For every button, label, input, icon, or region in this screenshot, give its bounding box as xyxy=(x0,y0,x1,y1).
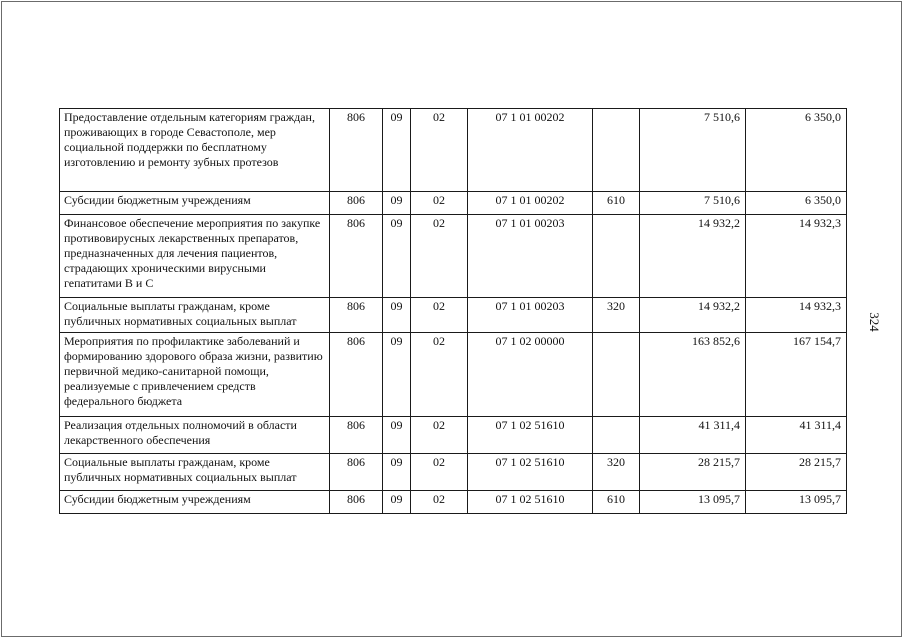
table-row xyxy=(60,109,847,192)
page-number: 324 xyxy=(867,312,882,332)
section-code: 09 xyxy=(383,109,411,192)
amount-year-2: 6 350,0 xyxy=(746,109,847,192)
section-code: 09 xyxy=(383,333,411,417)
expense-type-code: 320 xyxy=(593,454,640,491)
amount-year-2: 6 350,0 xyxy=(746,192,847,215)
expense-type-code: 320 xyxy=(593,298,640,333)
subsection-code: 02 xyxy=(411,215,468,298)
amount-year-1: 28 215,7 xyxy=(640,454,746,491)
ministry-code: 806 xyxy=(330,417,383,454)
target-article-code: 07 1 02 00000 xyxy=(468,333,593,417)
table-row xyxy=(60,454,847,491)
section-code: 09 xyxy=(383,192,411,215)
budget-table xyxy=(59,108,847,514)
table-row xyxy=(60,491,847,514)
amount-year-2: 41 311,4 xyxy=(746,417,847,454)
target-article-code: 07 1 01 00202 xyxy=(468,109,593,192)
expense-type-code: 610 xyxy=(593,491,640,514)
row-name: Финансовое обеспечение мероприятия по закупке противовирусных лекарственных препаратов, предназначенных для лечения пациентов, страдающих хроническими вирусными гепатитами В и С xyxy=(60,215,330,298)
row-name: Реализация отдельных полномочий в области лекарственного обеспечения xyxy=(60,417,330,454)
subsection-code: 02 xyxy=(411,298,468,333)
section-code: 09 xyxy=(383,491,411,514)
subsection-code: 02 xyxy=(411,417,468,454)
target-article-code: 07 1 02 51610 xyxy=(468,454,593,491)
amount-year-1: 163 852,6 xyxy=(640,333,746,417)
amount-year-2: 167 154,7 xyxy=(746,333,847,417)
table-row xyxy=(60,417,847,454)
section-code: 09 xyxy=(383,298,411,333)
row-name: Субсидии бюджетным учреждениям xyxy=(60,192,330,215)
section-code: 09 xyxy=(383,417,411,454)
ministry-code: 806 xyxy=(330,491,383,514)
subsection-code: 02 xyxy=(411,192,468,215)
target-article-code: 07 1 02 51610 xyxy=(468,417,593,454)
row-name: Мероприятия по профилактике заболеваний и формированию здорового образа жизни, развитию первичной медико-санитарной помощи, реализуемые с привлечением средств федерального бюджета xyxy=(60,333,330,417)
subsection-code: 02 xyxy=(411,333,468,417)
target-article-code: 07 1 01 00202 xyxy=(468,192,593,215)
row-name: Социальные выплаты гражданам, кроме публичных нормативных социальных выплат xyxy=(60,454,330,491)
ministry-code: 806 xyxy=(330,192,383,215)
row-name: Предоставление отдельным категориям граждан, проживающих в городе Севастополе, мер социальной поддержки по бесплатному изготовлению и ремонту зубных протезов xyxy=(60,109,330,192)
subsection-code: 02 xyxy=(411,454,468,491)
amount-year-1: 14 932,2 xyxy=(640,215,746,298)
amount-year-2: 14 932,3 xyxy=(746,215,847,298)
expense-type-code xyxy=(593,109,640,192)
amount-year-2: 13 095,7 xyxy=(746,491,847,514)
amount-year-1: 41 311,4 xyxy=(640,417,746,454)
amount-year-2: 28 215,7 xyxy=(746,454,847,491)
row-name: Субсидии бюджетным учреждениям xyxy=(60,491,330,514)
target-article-code: 07 1 01 00203 xyxy=(468,298,593,333)
table-row xyxy=(60,333,847,417)
row-name: Социальные выплаты гражданам, кроме публичных нормативных социальных выплат xyxy=(60,298,330,333)
section-code: 09 xyxy=(383,215,411,298)
ministry-code: 806 xyxy=(330,454,383,491)
table-row xyxy=(60,298,847,333)
table-body xyxy=(60,109,847,514)
table-row xyxy=(60,192,847,215)
target-article-code: 07 1 02 51610 xyxy=(468,491,593,514)
ministry-code: 806 xyxy=(330,333,383,417)
amount-year-1: 14 932,2 xyxy=(640,298,746,333)
amount-year-1: 7 510,6 xyxy=(640,109,746,192)
expense-type-code xyxy=(593,215,640,298)
amount-year-1: 13 095,7 xyxy=(640,491,746,514)
subsection-code: 02 xyxy=(411,109,468,192)
ministry-code: 806 xyxy=(330,109,383,192)
amount-year-2: 14 932,3 xyxy=(746,298,847,333)
target-article-code: 07 1 01 00203 xyxy=(468,215,593,298)
section-code: 09 xyxy=(383,454,411,491)
table-row xyxy=(60,215,847,298)
ministry-code: 806 xyxy=(330,215,383,298)
subsection-code: 02 xyxy=(411,491,468,514)
expense-type-code xyxy=(593,417,640,454)
ministry-code: 806 xyxy=(330,298,383,333)
expense-type-code xyxy=(593,333,640,417)
amount-year-1: 7 510,6 xyxy=(640,192,746,215)
expense-type-code: 610 xyxy=(593,192,640,215)
